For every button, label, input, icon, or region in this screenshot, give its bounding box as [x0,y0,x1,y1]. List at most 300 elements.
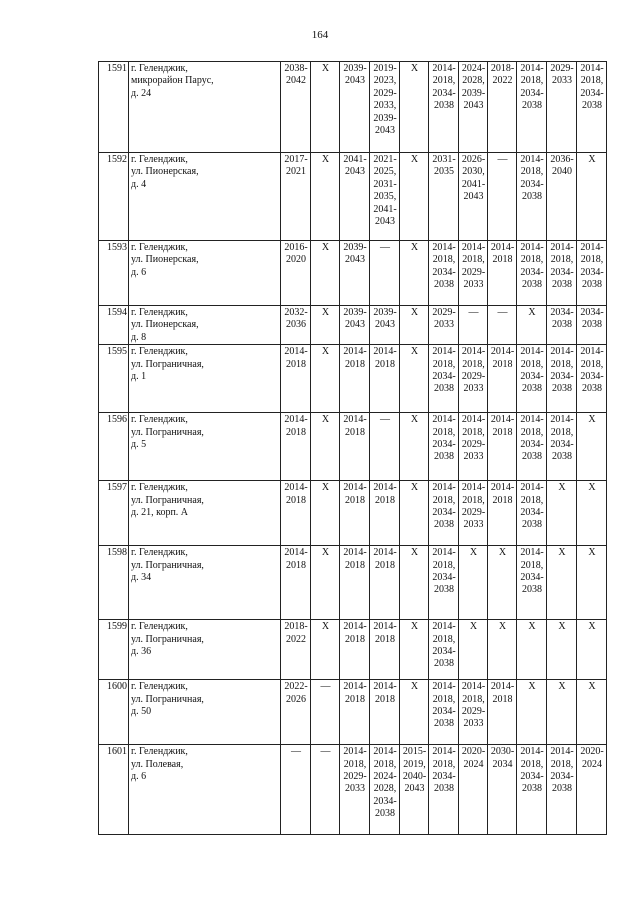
period-line: 2014- [520,482,544,494]
period-cell [429,620,459,680]
period-line: 2018, [550,426,574,438]
period-line: 2014- [343,346,367,358]
period-cell [370,481,400,546]
period-line: 2018 [375,358,395,370]
period-line: 2038 [582,319,602,331]
period-cell [517,306,547,345]
period-line: 2041- [461,178,486,190]
period-line: 2018, [432,426,456,438]
period-cell [400,306,429,345]
address-line: ул. Пионерская, [131,254,199,266]
period-line: 2029- [373,87,397,99]
period-line: X [410,681,419,693]
period-line: X [469,547,478,559]
period-cell [340,345,370,413]
period-line: 2033 [463,451,484,463]
period-cell [577,153,607,241]
period-line: 2018 [286,559,306,571]
period-line: X [410,414,419,426]
period-line: 2014- [490,242,515,253]
period-line: 2034- [432,706,456,718]
period-line: 2018, [520,494,544,506]
period-line: 2038 [552,383,572,395]
address-line: д. 36 [131,646,152,658]
period-line: 2039- [373,307,397,318]
period-line: 2014- [284,547,308,559]
period-line: 2038 [434,100,454,112]
period-cell [281,241,311,306]
period-line: 2038 [434,451,454,463]
period-cell [577,546,607,620]
address-cell [129,62,281,153]
period-cell [311,745,340,835]
period-cell [400,345,429,413]
period-cell [577,680,607,745]
period-cell [577,745,607,835]
period-line: 2038 [375,808,395,820]
period-line: 2014- [520,746,544,758]
period-line: 2038 [552,451,572,463]
period-line: 2018- [284,621,308,633]
address-line: г. Геленджик, [131,681,188,693]
period-line: X [321,346,330,358]
period-line: 2034- [580,87,604,99]
period-line: 2018, [462,693,485,705]
address-cell [129,481,281,546]
period-line: 2014- [580,346,604,358]
period-line: 2034- [520,371,544,383]
table-row [99,546,607,620]
period-line: 2043 [345,75,365,87]
period-cell [488,546,517,620]
period-cell [400,241,429,306]
period-cell [281,481,311,546]
period-line: 2038 [434,519,454,531]
row-number: 1597 [99,481,129,546]
period-line: X [321,482,330,494]
period-line: 2018, [462,494,485,506]
address-line: г. Геленджик, [131,154,188,165]
period-cell [370,345,400,413]
period-line: 2024 [463,758,484,770]
period-line: 2018, [520,75,544,87]
period-line: 2034- [580,371,604,383]
period-cell [577,481,607,546]
period-line: 2043 [463,100,484,112]
period-cell [311,481,340,546]
period-line: 2018, [520,254,544,266]
period-line: 2018 [345,426,365,438]
period-cell [400,620,429,680]
period-line: 2034- [520,178,544,190]
period-cell [517,481,547,546]
period-line: 2014- [490,346,515,358]
period-line: 2018, [432,758,456,770]
period-line: 2038 [522,191,542,203]
period-line: 2020- [461,746,486,758]
period-line: 2014- [373,482,397,494]
period-line: 2014- [432,746,456,758]
address-cell [129,745,281,835]
period-line: 2014- [432,63,456,74]
period-line: 2014- [520,242,544,253]
period-line: 2014- [520,547,544,559]
period-cell [429,153,459,241]
address-cell [129,241,281,306]
period-line: 2014- [432,346,456,358]
period-cell [281,62,311,153]
period-line: 2021- [373,154,397,165]
period-line: 2014- [343,482,367,494]
period-cell [429,546,459,620]
period-line: 2021 [286,166,306,178]
period-line: X [469,621,478,633]
row-number: 1592 [99,153,129,241]
period-line: 2034- [432,266,456,278]
period-cell [311,241,340,306]
period-line: 2018 [375,559,395,571]
period-line: 2038 [434,584,454,596]
period-cell [547,62,577,153]
period-line: 2034- [520,266,544,278]
period-cell [429,306,459,345]
period-cell [281,680,311,745]
period-line: X [558,621,566,633]
period-line: 2018, [550,254,574,266]
period-line: X [321,621,330,633]
period-cell [370,306,400,345]
address-line: ул. Пограничная, [131,426,204,438]
period-cell [459,306,488,345]
period-line: X [498,621,507,633]
period-cell [488,481,517,546]
table-row [99,680,607,745]
period-cell [340,62,370,153]
period-cell [429,62,459,153]
period-line: 2014- [461,482,486,494]
period-cell [311,680,340,745]
period-cell [459,62,488,153]
period-cell [547,306,577,345]
table-row [99,62,607,153]
housing-repair-schedule-table [98,61,607,835]
period-line: 2014- [373,621,397,633]
address-line: г. Геленджик, [131,746,188,758]
period-line: — [497,154,508,165]
period-line: 2033 [463,718,484,730]
period-line: X [588,482,596,494]
period-cell [459,745,488,835]
period-cell [400,745,429,835]
period-line: 2014- [284,482,308,494]
period-line: 2018- [490,63,515,74]
address-line: ул. Пограничная, [131,633,204,645]
period-cell [577,413,607,481]
period-cell [459,481,488,546]
period-line: 2018, [432,494,456,506]
period-line: 2041- [373,203,397,215]
period-line: 2033 [434,319,454,331]
period-line: 2018, [432,75,456,87]
period-line: 2038 [434,658,454,670]
period-line: 2036- [550,154,574,165]
period-line: 2043 [404,783,425,795]
period-line: 2030- [490,746,515,758]
period-line: 2043 [345,319,365,331]
period-cell [340,153,370,241]
period-line: X [410,346,419,358]
period-line: 2030, [462,166,485,178]
address-line: г. Геленджик, [131,482,188,494]
period-line: 2018, [580,358,604,370]
period-line: 2038 [434,783,454,795]
period-line: 2029- [461,371,486,383]
period-line: 2034- [432,646,456,658]
period-cell [311,546,340,620]
period-cell [340,306,370,345]
period-line: 2034- [550,771,574,783]
period-line: 2038 [582,100,602,112]
period-cell [459,546,488,620]
period-line: 2035, [373,191,397,203]
period-line: 2014- [373,346,397,358]
period-line: 2014- [550,414,574,426]
period-cell [577,620,607,680]
period-cell [340,680,370,745]
period-line: X [498,547,507,559]
address-line: д. 5 [131,439,147,451]
period-line: 2014- [550,242,574,253]
row-number: 1601 [99,745,129,835]
period-cell [340,413,370,481]
period-line: 2019, [403,758,426,770]
period-line: 2014- [343,681,367,693]
period-line: 2029- [432,307,456,318]
address-line: микрорайон Парус, [131,75,214,87]
period-cell [340,620,370,680]
period-line: 2038 [522,451,542,463]
address-line: ул. Пограничная, [131,358,204,370]
period-line: 2018 [345,693,365,705]
address-cell [129,620,281,680]
address-line: д. 8 [131,331,147,343]
period-cell [429,241,459,306]
period-line: 2043 [375,125,395,137]
period-line: 2038 [582,279,602,291]
period-line: X [410,547,419,559]
period-cell [281,306,311,345]
period-line: 2039- [461,87,486,99]
address-line: д. 24 [131,87,152,99]
period-line: 2014- [580,63,604,74]
period-cell [400,62,429,153]
period-cell [370,546,400,620]
period-line: X [321,154,330,165]
period-line: 2038 [434,383,454,395]
period-line: 2043 [375,319,395,331]
address-line: д. 6 [131,266,147,278]
period-cell [281,546,311,620]
period-line: 2022 [286,633,306,645]
period-line: 2038 [552,319,572,331]
period-cell [488,413,517,481]
period-line: 2014- [343,746,367,758]
address-cell [129,153,281,241]
period-line: 2018, [550,358,574,370]
period-cell [517,745,547,835]
period-cell [429,680,459,745]
period-line: 2034- [580,307,604,318]
address-line: ул. Пограничная, [131,693,204,705]
address-line: г. Геленджик, [131,346,188,358]
period-line: X [321,63,330,74]
period-line: 2041- [343,154,367,165]
period-line: X [588,621,596,633]
period-line: 2020- [580,746,604,758]
address-line: ул. Пионерская, [131,166,199,178]
period-line: X [558,482,566,494]
period-cell [370,745,400,835]
period-cell [311,413,340,481]
period-line: X [410,621,419,633]
period-line: 2018, [432,254,456,266]
period-line: 2029- [461,266,486,278]
period-line: 2033 [463,519,484,531]
period-line: — [497,307,508,318]
period-cell [311,345,340,413]
period-cell [577,241,607,306]
period-cell [459,241,488,306]
period-cell [370,241,400,306]
address-cell [129,546,281,620]
period-line: 2018, [432,559,456,571]
period-line: 2038 [434,279,454,291]
period-line: 2018, [462,426,485,438]
period-cell [281,153,311,241]
period-line: 2033 [345,783,365,795]
period-line: 2018, [432,633,456,645]
period-line: 2043 [375,216,395,228]
period-cell [459,680,488,745]
period-cell [429,745,459,835]
row-number: 1598 [99,546,129,620]
period-line: 2043 [345,166,365,178]
period-line: 2018 [345,559,365,571]
address-line: ул. Пограничная, [131,559,204,571]
period-line: 2018, [520,426,544,438]
period-line: 2018 [492,693,513,705]
period-line: 2014- [461,346,486,358]
period-line: 2014- [343,621,367,633]
period-cell [311,62,340,153]
period-line: 2017- [284,154,308,165]
period-line: 2029- [461,507,486,519]
period-line: X [321,414,330,426]
period-line: 2034- [550,307,574,318]
period-line: 2016- [284,242,308,253]
period-line: X [321,547,330,559]
period-line: 2032- [284,307,308,318]
period-line: 2034- [432,507,456,519]
period-line: — [468,307,479,318]
period-cell [488,62,517,153]
period-line: 2029- [461,706,486,718]
period-line: 2043 [345,254,365,266]
period-line: 2038 [522,383,542,395]
period-line: 2040 [552,166,572,178]
period-line: 2014- [520,414,544,426]
period-cell [547,413,577,481]
period-cell [488,620,517,680]
period-cell [311,153,340,241]
period-line: X [528,681,536,693]
address-line: г. Геленджик, [131,307,188,318]
period-line: 2018, [462,254,485,266]
address-cell [129,345,281,413]
period-line: 2038 [522,279,542,291]
period-cell [459,413,488,481]
period-cell [517,546,547,620]
period-cell [517,153,547,241]
period-line: X [588,547,596,559]
period-line: 2024- [373,771,397,783]
period-cell [547,546,577,620]
period-line: 2036 [286,319,306,331]
address-line: д. 4 [131,178,147,190]
period-line: 2034- [550,371,574,383]
period-line: X [321,242,330,253]
address-line: ул. Полевая, [131,758,184,770]
period-line: 2014- [490,482,515,494]
period-cell [340,745,370,835]
period-line: 2033 [463,383,484,395]
period-line: 2029- [461,439,486,451]
period-line: 2024- [461,63,486,74]
period-line: 2014- [432,681,456,693]
row-number: 1595 [99,345,129,413]
period-cell [281,745,311,835]
period-line: 2033, [373,100,397,112]
period-line: 2023, [373,75,397,87]
period-line: 2034- [520,87,544,99]
address-line: г. Геленджик, [131,414,188,426]
period-line: — [380,242,390,253]
period-line: 2018 [286,426,306,438]
period-line: X [588,414,596,426]
period-cell [488,241,517,306]
period-line: 2018 [375,693,395,705]
row-number: 1599 [99,620,129,680]
address-line: г. Геленджик, [131,547,188,559]
address-line: г. Геленджик, [131,242,188,253]
period-line: 2014- [461,242,486,253]
address-line: д. 21, корп. А [131,507,189,519]
period-line: X [410,63,419,74]
period-line: 2034- [520,507,544,519]
period-line: 2014- [580,242,604,253]
period-line: 2014- [284,414,308,426]
period-line: 2018, [520,358,544,370]
period-line: — [320,746,331,758]
period-line: 2014- [461,681,486,693]
period-cell [429,481,459,546]
row-number: 1594 [99,306,129,345]
period-line: X [410,307,419,318]
period-line: 2034- [432,771,456,783]
period-line: 2034- [520,572,544,584]
period-line: 2039- [373,112,397,124]
table-row [99,481,607,546]
